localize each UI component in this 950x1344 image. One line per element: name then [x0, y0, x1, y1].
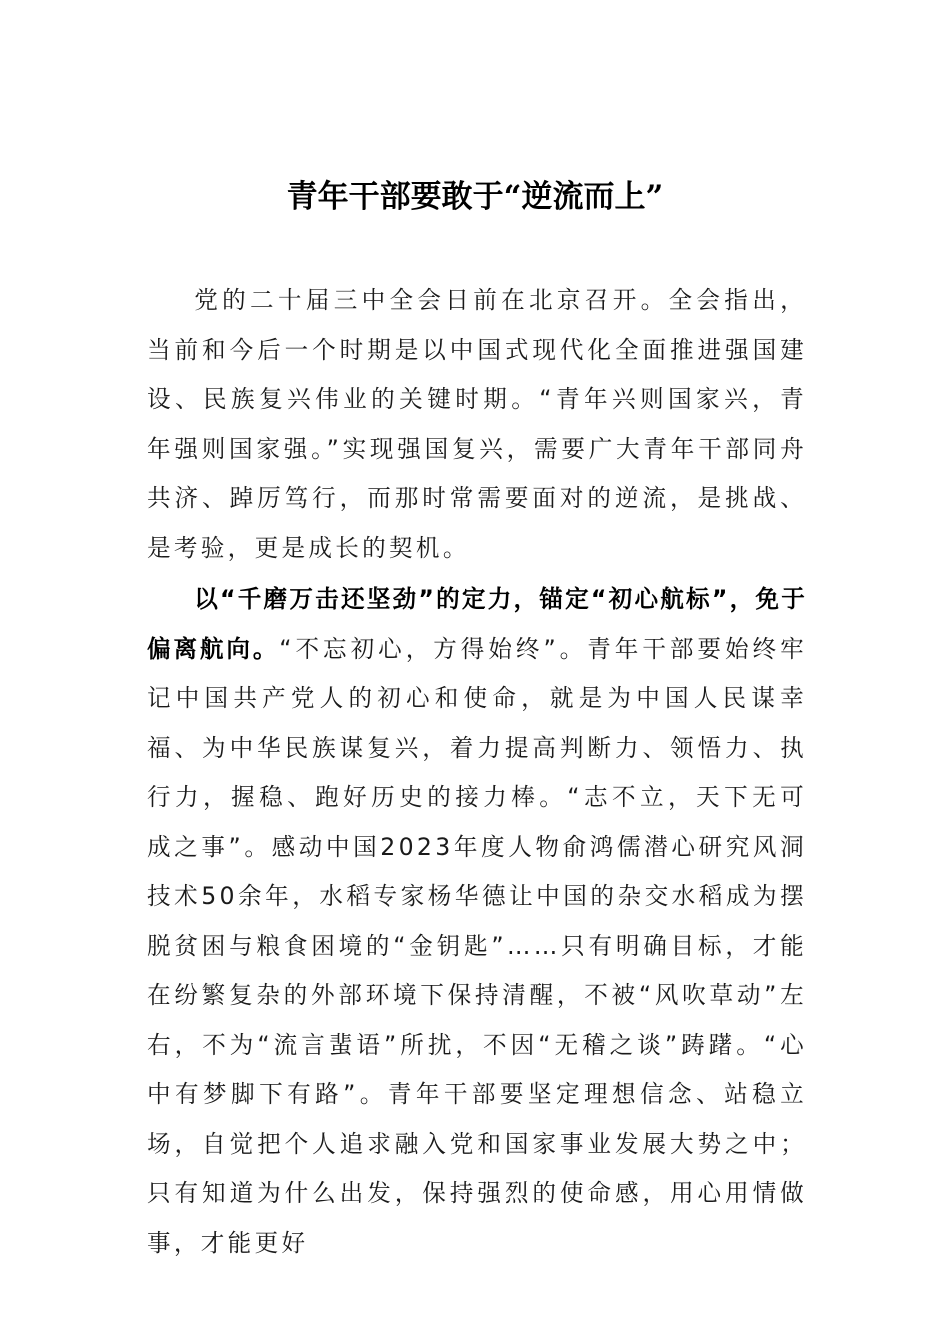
- paragraph-text: [147, 575, 807, 1268]
- paragraph-text: [147, 276, 807, 573]
- paragraph-body: “不忘初心，方得始终”。青年干部要始终牢记中国共产党人的初心和使命，就是为中国人民谋幸福、为中华民族谋复兴，着力提高判断力、领悟力、执行力，握稳、跑好历史的接力棒。“志不立，天下无可成之事”。感动中国2023年度人物俞鸿儒潜心研究风洞技术50余年，水稻专家杨华德让中国的杂交水稻成为摆脱贫困与粮食困境的“金钥匙”……只有明确目标，才能在纷繁复杂的外部环境下保持清醒，不被“风吹草动”左右，不为“流言蜚语”所扰，不因“无稽之谈”踌躇。“心中有梦脚下有路”。青年干部要坚定理想信念、站稳立场，自觉把个人追求融入党和国家事业发展大势之中；只有知道为什么出发，保持强烈的使命感，用心用情做事，才能更好: [147, 634, 807, 1257]
- paragraph-section-1: [147, 575, 807, 1268]
- paragraph-lead-sentence: 以“千磨万击还坚劲”的定力，锚定“初心航标”，免于偏离航向。: [147, 585, 807, 663]
- paragraph-intro: [147, 276, 807, 573]
- paragraph-body: 党的二十届三中全会日前在北京召开。全会指出，当前和今后一个时期是以中国式现代化全面推进强国建设、民族复兴伟业的关键时期。“青年兴则国家兴，青年强则国家强。”实现强国复兴，需要广大青年干部同舟共济、踔厉笃行，而那时常需要面对的逆流，是挑战、是考验，更是成长的契机。: [147, 286, 807, 562]
- document-title: 青年干部要敢于“逆流而上”: [286, 179, 664, 215]
